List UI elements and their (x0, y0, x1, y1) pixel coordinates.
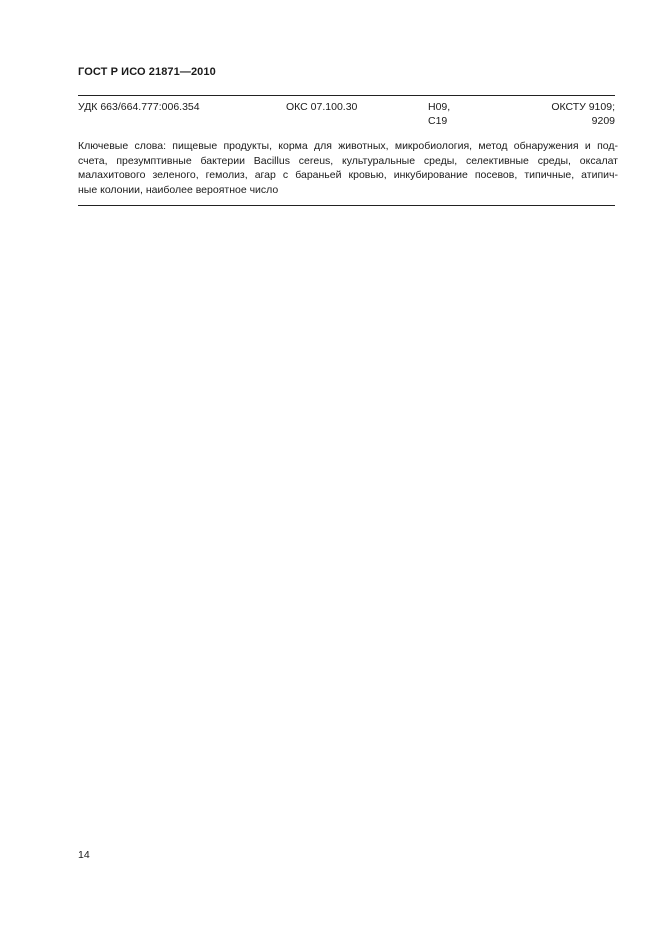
okstu-codes (551, 100, 615, 128)
keywords-line: малахитового зеленого, гемолиз, агар с бараньей кровью, инкубирование посевов, типичные, атипич- (78, 169, 618, 181)
udk-code: УДК 663/664.777:006.354 (78, 101, 200, 113)
category-code-1: Н09, (428, 101, 451, 113)
okstu-code-2: 9209 (591, 115, 615, 127)
oks-code: ОКС 07.100.30 (286, 101, 358, 113)
page-number: 14 (78, 849, 90, 861)
bottom-divider (78, 205, 615, 206)
keywords-line: ные колонии, наиболее вероятное число (78, 183, 279, 196)
keywords-line: счета, презумптивные бактерии Bacillus cereus, культуральные среды, селективные среды, оксалат (78, 154, 618, 167)
okstu-code-1: ОКСТУ 9109; (551, 101, 615, 113)
classification-row (78, 100, 615, 130)
document-header: ГОСТ Р ИСО 21871—2010 (78, 66, 216, 78)
category-code-2: С19 (428, 115, 448, 127)
keywords-paragraph (78, 139, 618, 197)
category-codes (428, 100, 450, 128)
top-divider (78, 95, 615, 96)
keywords-line: Ключевые слова: пищевые продукты, корма для животных, микробиология, метод обнаружения и под- (78, 140, 618, 152)
